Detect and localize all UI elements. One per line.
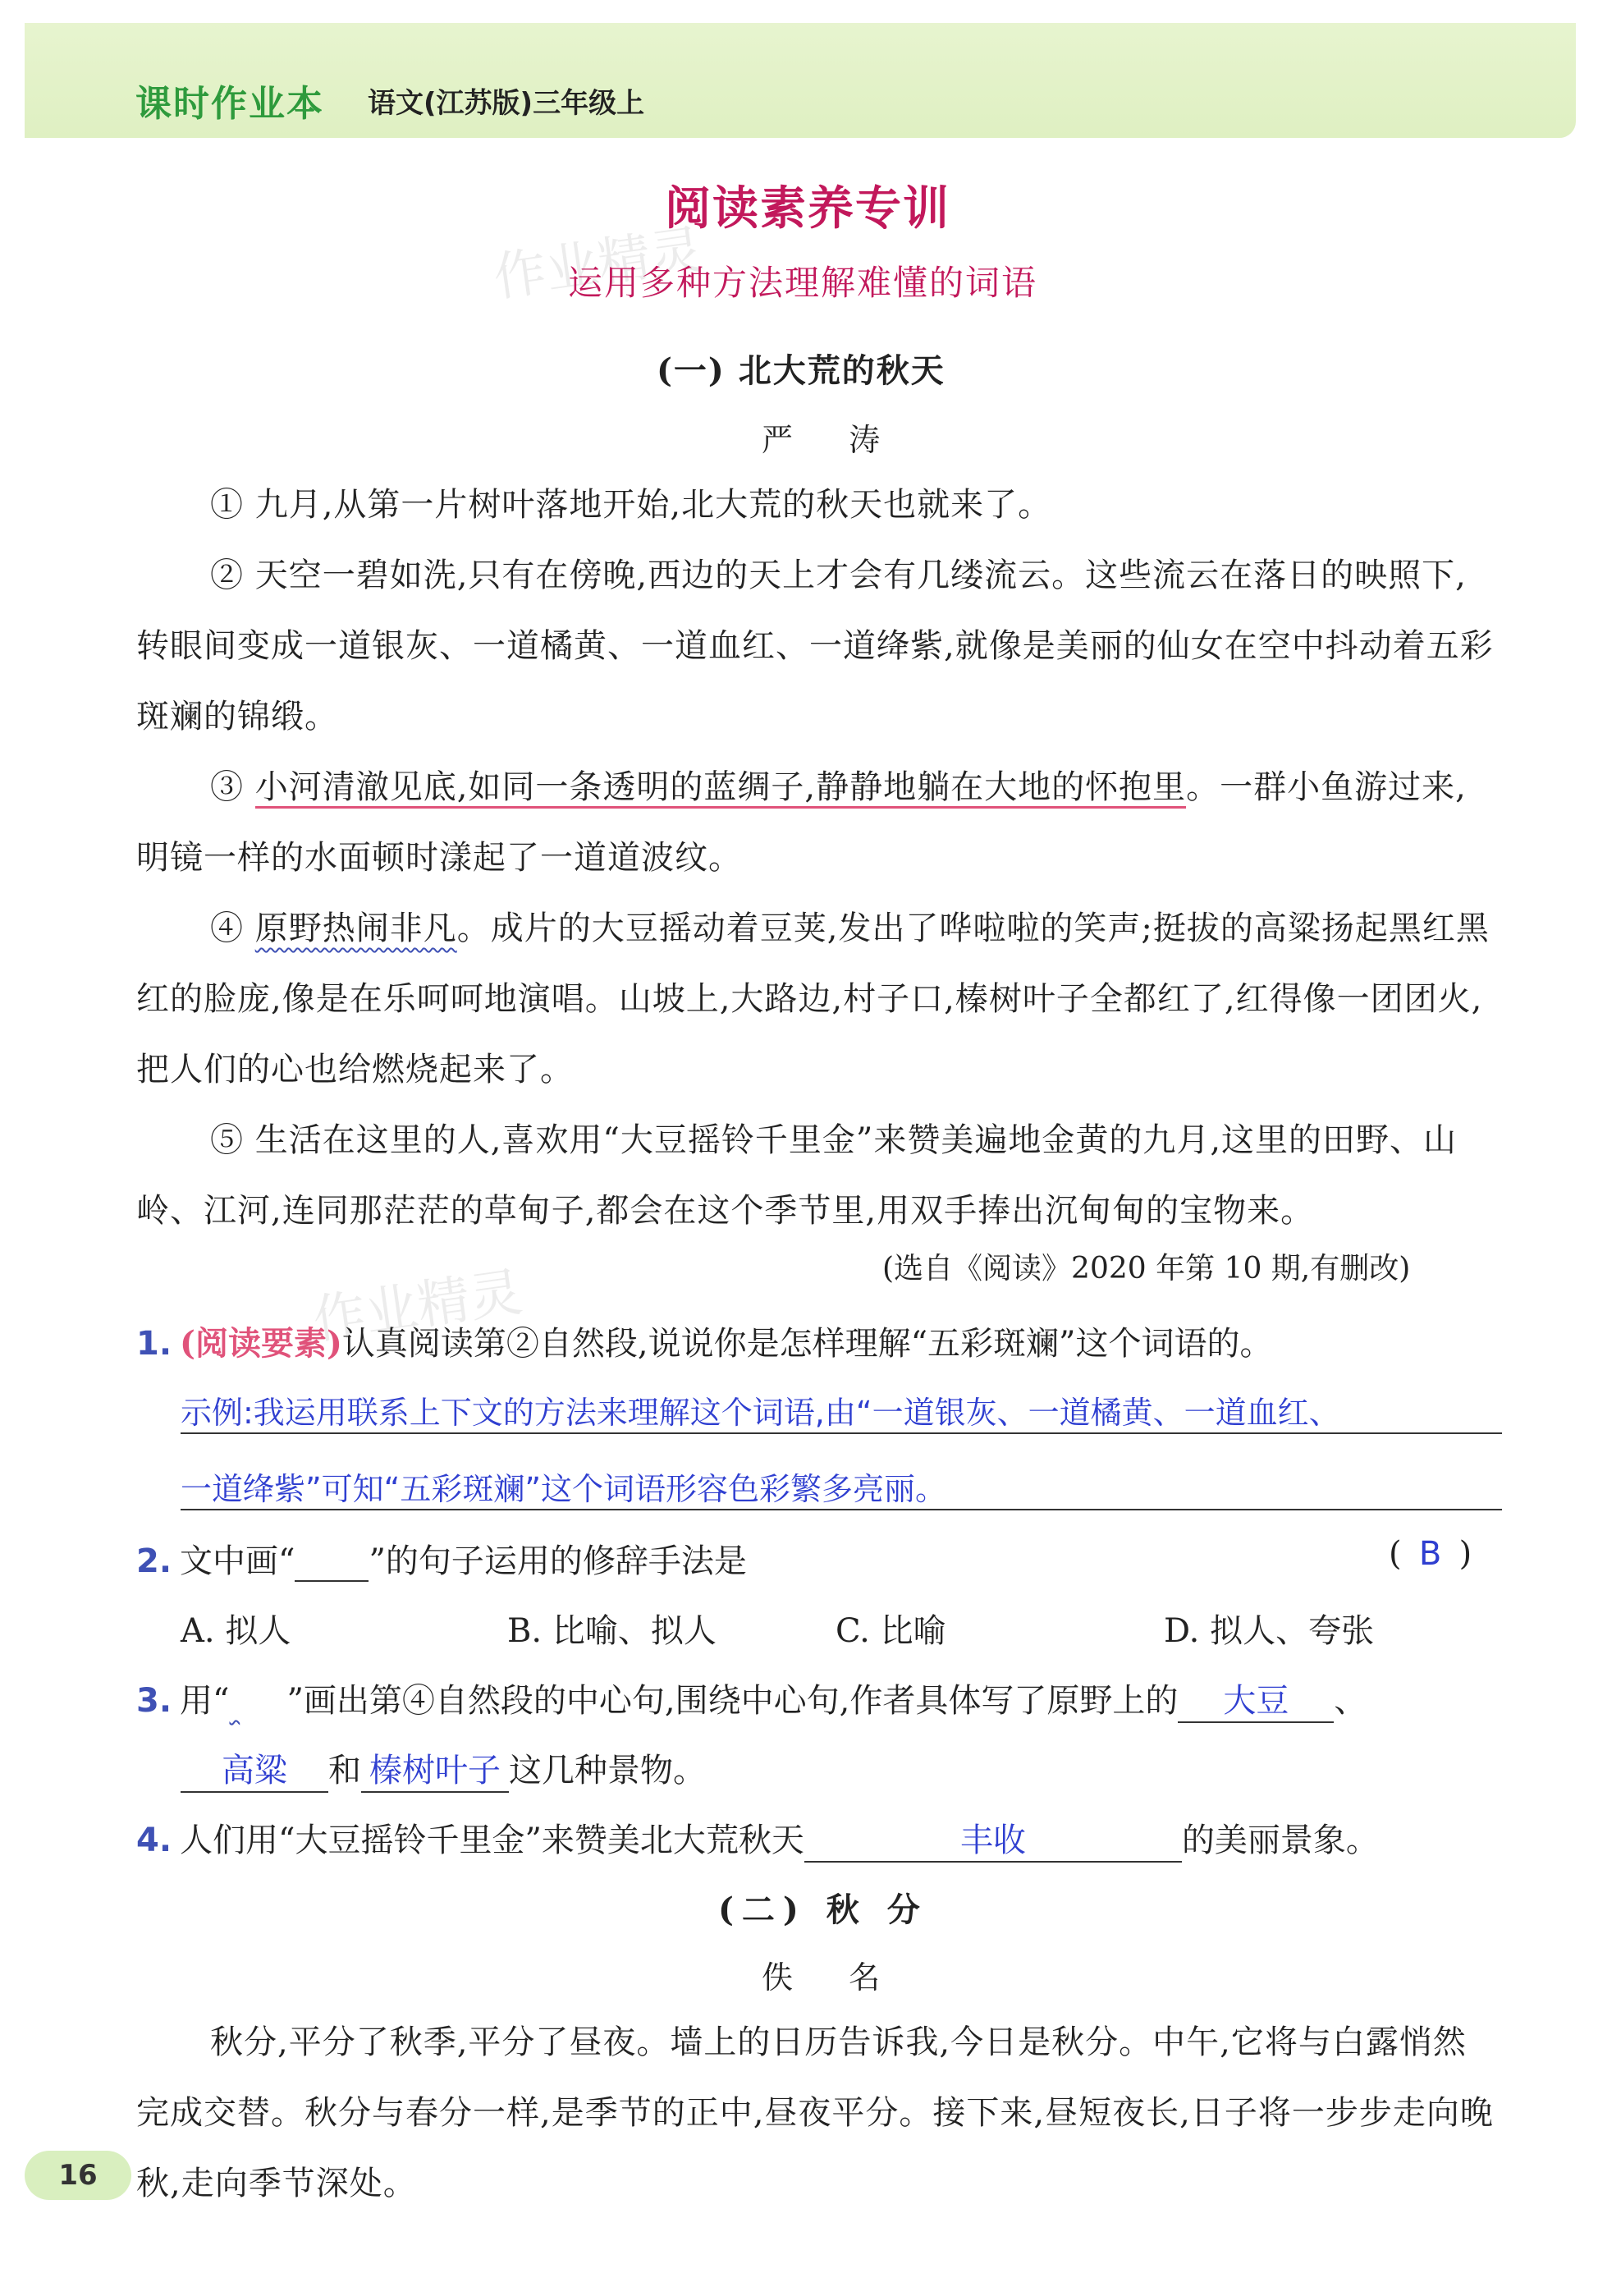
q3-answer-1: 大豆 (1178, 1675, 1334, 1723)
passage1-title: (一) 北大荒的秋天 (657, 351, 946, 390)
passage2-title: (二) 秋 分 (718, 1890, 928, 1929)
question-3 (136, 1675, 1367, 1723)
answer-line (181, 1509, 1502, 1510)
question-text: 文中画“ (180, 1542, 295, 1580)
question-3-cont (181, 1744, 706, 1793)
question-text: ”画出第④自然段的中心句,围绕中心句,作者具体写了原野上的 (286, 1682, 1179, 1720)
q2-option-c: C. 比喻 (836, 1612, 946, 1650)
reading-element-tag: (阅读要素) (180, 1324, 342, 1363)
paren: ( (1389, 1535, 1402, 1573)
question-number: 4. (136, 1822, 172, 1859)
q2-answer-box (1389, 1535, 1472, 1573)
section-subtitle: 运用多种方法理解难懂的词语 (568, 263, 1038, 303)
passage1-para-5: ⑤ 生活在这里的人,喜欢用“大豆摇铃千里金”来赞美遍地金黄的九月,这里的田野、山岭、江河,连同那茫茫的草甸子,都会在这个季节里,用双手捧出沉甸甸的宝物来。 (136, 1121, 1458, 1230)
q2-option-a: A. 拟人 (181, 1612, 291, 1650)
answer-line (181, 1432, 1502, 1434)
brand-title: 课时作业本 (135, 83, 324, 125)
q3-answer-3: 榛树叶子 (361, 1744, 509, 1793)
question-number: 1. (136, 1325, 172, 1363)
q1-answer-line-2: 一道绛紫”可知“五彩斑斓”这个词语形容色彩繁多亮丽。 (181, 1471, 947, 1507)
q3-answer-2: 高粱 (181, 1744, 328, 1793)
conjunction: 和 (328, 1752, 361, 1790)
passage1-para-2: ② 天空一碧如洗,只有在傍晚,西边的天上才会有几缕流云。这些流云在落日的映照下,转眼间变成一道银灰、一道橘黄、一道血红、一道绛紫,就像是美丽的仙女在空中抖动着五彩斑斓的锦缎。 (136, 557, 1494, 736)
wavy-sample (229, 1682, 286, 1720)
para-text: 。一群小鱼游过来,明镜一样的水面顿时漾起了一道道波纹。 (136, 768, 1467, 877)
paren: ) (1458, 1535, 1472, 1573)
question-text: 的美丽景象。 (1181, 1822, 1379, 1859)
question-text: 认真阅读第②自然段,说说你是怎样理解“五彩斑斓”这个词语的。 (341, 1325, 1273, 1363)
question-4 (136, 1814, 1379, 1863)
q2-answer: B (1418, 1535, 1442, 1573)
question-number: 2. (136, 1542, 172, 1580)
q2-option-b: B. 比喻、拟人 (507, 1612, 717, 1650)
subject-label: 语文(江苏版)三年级上 (368, 87, 645, 120)
watermark: 作业精灵 (489, 219, 707, 309)
section-title: 阅读素养专训 (665, 182, 950, 236)
passage2-para-1: 秋分,平分了秋季,平分了昼夜。墙上的日历告诉我,今日是秋分。中午,它将与白露悄然完成交替。秋分与春分一样,是季节的正中,昼夜平分。接下来,昼短夜长,日子将一步步走向晚秋,走向季节深处。 (136, 2023, 1494, 2202)
question-text: 用“ (180, 1682, 230, 1720)
source-citation: (选自《阅读》2020 年第 10 期,有删改) (882, 1252, 1411, 1285)
para-number: ③ (210, 768, 255, 806)
question-text: 人们用“大豆摇铃千里金”来赞美北大荒秋天 (180, 1822, 804, 1859)
underlined-sentence: 小河清澈见底,如同一条透明的蓝绸子,静静地躺在大地的怀抱里 (255, 768, 1186, 809)
q4-answer: 丰收 (804, 1814, 1182, 1863)
question-1 (136, 1318, 1273, 1364)
passage1-para-1: ① 九月,从第一片树叶落地开始,北大荒的秋天也就来了。 (210, 486, 1052, 524)
para-number: ④ (210, 910, 255, 947)
passage1-para-3 (136, 752, 1499, 893)
para-text: 。成片的大豆摇动着豆荚,发出了哗啦啦的笑声;挺拔的高粱扬起黑红黑红的脸庞,像是在乐呵呵地演唱。山坡上,大路边,村子口,榛树叶子全都红了,红得像一团团火,把人们的心也给燃烧起来了。 (136, 910, 1490, 1088)
question-text: ”的句子运用的修辞手法是 (369, 1542, 747, 1580)
q2-option-d: D. 拟人、夸张 (1164, 1612, 1375, 1650)
underline-sample (295, 1542, 369, 1582)
q1-answer-line-1: 示例:我运用联系上下文的方法来理解这个词语,由“一道银灰、一道橘黄、一道血红、 (181, 1395, 1340, 1431)
passage1-para-4 (136, 893, 1499, 1105)
question-number: 3. (136, 1682, 172, 1720)
passage2-author: 佚 名 (762, 1959, 904, 1996)
central-sentence-wavy: 原野热闹非凡 (254, 910, 457, 947)
watermark: 作业精灵 (309, 1262, 526, 1352)
page-number: 16 (25, 2151, 131, 2200)
passage1-author: 严 涛 (762, 422, 904, 458)
separator: 、 (1334, 1682, 1367, 1720)
question-2 (136, 1535, 747, 1582)
question-text: 这几种景物。 (509, 1752, 706, 1790)
